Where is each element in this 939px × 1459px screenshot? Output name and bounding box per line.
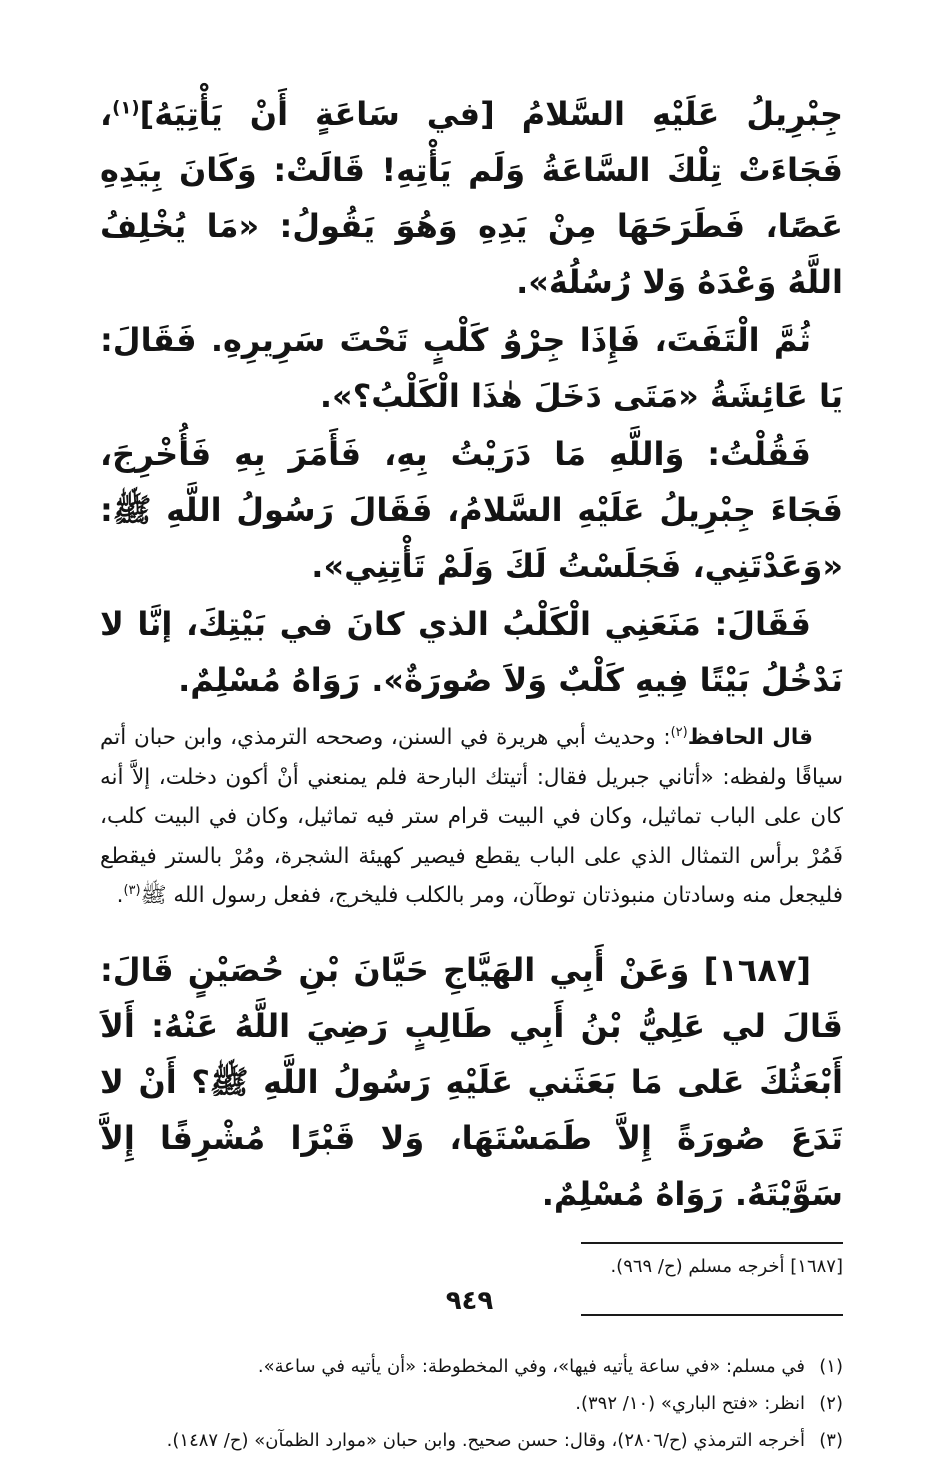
footnote-number: (١) — [819, 1355, 843, 1377]
footnote-text: في مسلم: «في ساعة يأتيه فيها»، وفي المخطوطة: «أن يأتيه في ساعة». — [257, 1355, 805, 1377]
footnote-1 — [100, 1348, 843, 1385]
hadith-text: وَعَنْ أَبِي الهَيَّاجِ حَيَّانَ بْنِ حُصَيْنٍ قَالَ: قَالَ لي عَلِيُّ بْنُ أَبِي طَالِبٍ رَضِيَ اللَّهُ عَنْهُ: أَلاَ أَبْعَثُكَ عَلى مَا بَعَثَني عَلَيْهِ رَسُولُ اللَّهِ ﷺ؟ أَنْ لا تَدَعَ صُورَةً إِلاَّ طَمَسْتَهَا، وَلا قَبْرًا مُشْرِفًا إِلاَّ سَوَّيْتَهُ. رَوَاهُ مُسْلِمٌ. — [100, 950, 843, 1213]
footnote-number: (٢) — [819, 1392, 843, 1414]
divider — [581, 1242, 843, 1244]
footnote-text: أخرجه الترمذي (ح/٢٨٠٦)، وقال: حسن صحيح. وابن حبان «موارد الظمآن» (ح/ ١٤٨٧). — [166, 1429, 805, 1451]
main-text-span: جِبْرِيلُ عَلَيْهِ السَّلامُ [في سَاعَةٍ أَنْ يَأْتِيَهُ] — [139, 95, 843, 133]
hafiz-end-punct: . — [116, 883, 124, 909]
main-paragraph-1 — [100, 86, 843, 310]
main-text-span: ، فَجَاءَتْ تِلْكَ السَّاعَةُ وَلَم يَأْتِهِ! قَالَتْ: وَكَانَ بِيَدِهِ عَصًا، فَطَرَحَهَا مِنْ يَدِهِ وَهُوَ يَقُولُ: «مَا يُخْلِفُ اللَّهُ وَعْدَهُ وَلا رُسُلُهُ». — [100, 95, 843, 301]
footnote-marker-1[interactable]: (١) — [112, 97, 140, 119]
footnote-number: (٣) — [819, 1429, 843, 1451]
main-paragraph-3: فَقُلْتُ: وَاللَّهِ مَا دَرَيْتُ بِهِ، فَأَمَرَ بِهِ فَأُخْرِجَ، فَجَاءَ جِبْرِيلُ عَلَيْهِ السَّلامُ، فَقَالَ رَسُولُ اللَّهِ ﷺ: «وَعَدْتَنِي، فَجَلَسْتُ لَكَ وَلَمْ تَأْتِنِي». — [100, 435, 843, 585]
takhrij-note: [١٦٨٧] أخرجه مسلم (ح/ ٩٦٩). — [610, 1255, 843, 1277]
footnote-text: انظر: «فتح الباري» (١٠/ ٣٩٢). — [575, 1392, 805, 1414]
footnote-marker-3[interactable]: (٣) — [123, 883, 141, 899]
hadith-1687 — [100, 942, 843, 1222]
main-paragraph-2: ثُمَّ الْتَفَتَ، فَإِذَا جِرْوُ كَلْبٍ تَحْتَ سَرِيرِهِ. فَقَالَ: يَا عَائِشَةُ «مَتَى دَخَلَ هٰذَا الْكَلْبُ؟». — [100, 321, 843, 415]
footnotes — [100, 1348, 843, 1459]
page-content — [100, 86, 843, 1459]
footnote-2 — [100, 1385, 843, 1422]
footnote-3 — [100, 1422, 843, 1459]
hadith-number: [١٦٨٧] — [703, 950, 812, 989]
footnote-marker-2[interactable]: (٢) — [670, 724, 688, 740]
hafiz-text: : وحديث أبي هريرة في السنن، وصححه الترمذي، وابن حبان أتم سياقًا ولفظه: «أتاني جبريل فقال: أتيتك البارحة فلم يمنعني أنْ أكون دخلت، إلاَّ أنه كان على الباب تماثيل، وكان في البيت قرام ستر فيه تماثيل، وكان في البيت كلب، فَمُرْ برأس التمثال الذي على الباب يقطع فيصير كهيئة الشجرة، ومُرْ بالستر فيقطع فليجعل منه وسادتان منبوذتان توطآن، ومر بالكلب فليخرج، ففعل رسول الله ﷺ — [100, 725, 843, 909]
hafiz-commentary — [100, 718, 843, 916]
hafiz-lead: قال الحافظ — [687, 725, 813, 750]
page-number: ٩٤٩ — [445, 1286, 494, 1316]
main-paragraph-4: فَقَالَ: مَنَعَنِي الْكَلْبُ الذي كانَ في بَيْتِكَ، إنَّا لا نَدْخُلُ بَيْتًا فِيهِ كَلْبٌ وَلاَ صُورَةٌ». رَوَاهُ مُسْلِمٌ. — [100, 605, 843, 699]
